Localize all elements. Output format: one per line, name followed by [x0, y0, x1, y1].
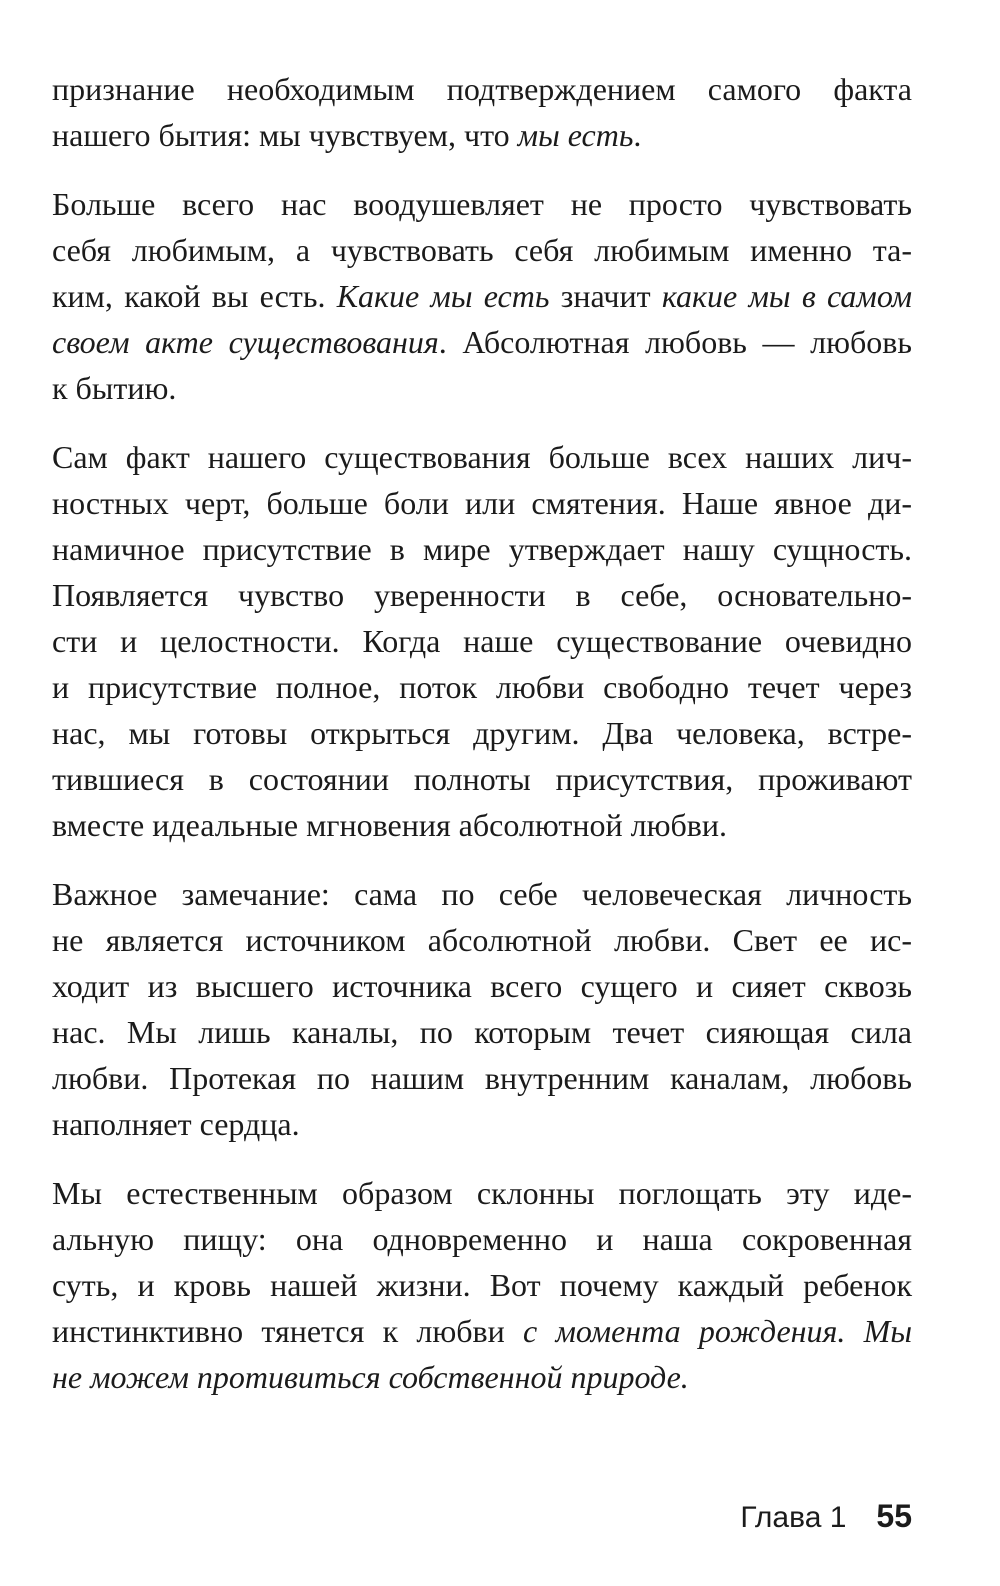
text-run: к бытию. — [52, 370, 177, 406]
text-line — [52, 273, 912, 319]
text-line — [52, 1009, 912, 1055]
paragraph — [52, 181, 912, 411]
text-line — [52, 1308, 912, 1354]
text-run: себя любимым, а чувствовать себя любимым именно та- — [52, 232, 912, 268]
paragraph — [52, 66, 912, 158]
text-line — [52, 1216, 912, 1262]
text-run: Мы естественным образом склонны поглощать эту иде- — [52, 1175, 912, 1211]
text-line — [52, 434, 912, 480]
text-run: наполняет сердца. — [52, 1106, 300, 1142]
text-line — [52, 618, 912, 664]
chapter-label: Глава 1 — [740, 1501, 847, 1534]
text-line — [52, 917, 912, 963]
text-run: вместе идеальные мгновения абсолютной любви. — [52, 807, 728, 843]
text-line — [52, 526, 912, 572]
text-run: не является источником абсолютной любви. Свет ее ис- — [52, 922, 912, 958]
italic-text-run: не можем противиться собственной природе. — [52, 1359, 689, 1395]
text-line — [52, 756, 912, 802]
paragraph — [52, 434, 912, 848]
text-run: нас. Мы лишь каналы, по которым течет сияющая сила — [52, 1014, 912, 1050]
text-run: Появляется чувство уверенности в себе, основательно- — [52, 577, 912, 613]
text-run: инстинктивно тянется к любви — [52, 1313, 524, 1349]
text-run: тившиеся в состоянии полноты присутствия, проживают — [52, 761, 912, 797]
text-run: нас, мы готовы открыться другим. Два человека, встре- — [52, 715, 912, 751]
text-line — [52, 181, 912, 227]
italic-text-run: мы есть — [517, 117, 634, 153]
text-run: и присутствие полное, поток любви свободно течет через — [52, 669, 912, 705]
page-footer — [740, 1498, 912, 1542]
text-run: ностных черт, больше боли или смятения. Наше явное ди- — [52, 485, 912, 521]
body-text — [52, 66, 912, 1400]
text-line — [52, 1170, 912, 1216]
text-line — [52, 1262, 912, 1308]
text-line — [52, 871, 912, 917]
text-run: . — [633, 117, 642, 153]
text-run: сти и целостности. Когда наше существование очевидно — [52, 623, 912, 659]
text-run: . Абсолютная любовь — любовь — [438, 324, 913, 360]
text-run: значит — [549, 278, 662, 314]
text-line — [52, 319, 912, 365]
text-run: Больше всего нас воодушевляет не просто чувствовать — [52, 186, 912, 222]
text-run: альную пищу: она одновременно и наша сокровенная — [52, 1221, 912, 1257]
text-line — [52, 1055, 912, 1101]
text-run: ким, какой вы есть. — [52, 278, 337, 314]
italic-text-run: Какие мы есть — [336, 278, 550, 314]
page-number: 55 — [876, 1498, 912, 1534]
text-line — [52, 480, 912, 526]
text-run: Важное замечание: сама по себе человеческая личность — [52, 876, 912, 912]
text-line — [52, 227, 912, 273]
paragraph — [52, 871, 912, 1147]
text-line — [52, 572, 912, 618]
text-line — [52, 365, 912, 411]
text-line — [52, 1354, 912, 1400]
text-run: ходит из высшего источника всего сущего и сияет сквозь — [52, 968, 912, 1004]
italic-text-run: своем акте существования — [52, 324, 439, 360]
text-run: признание необходимым подтверждением самого факта — [52, 71, 912, 107]
text-line — [52, 802, 912, 848]
text-line — [52, 112, 912, 158]
italic-text-run: с момента рождения. Мы — [523, 1313, 913, 1349]
text-run: намичное присутствие в мире утверждает нашу сущность. — [52, 531, 912, 567]
paragraph — [52, 1170, 912, 1400]
text-line — [52, 1101, 912, 1147]
text-run: суть, и кровь нашей жизни. Вот почему каждый ребенок — [52, 1267, 912, 1303]
italic-text-run: какие мы в самом — [661, 278, 913, 314]
text-line — [52, 710, 912, 756]
text-run: любви. Протекая по нашим внутренним каналам, любовь — [52, 1060, 912, 1096]
text-line — [52, 664, 912, 710]
text-line — [52, 963, 912, 1009]
text-run: нашего бытия: мы чувствуем, что — [52, 117, 518, 153]
text-line — [52, 66, 912, 112]
text-run: Сам факт нашего существования больше всех наших лич- — [52, 439, 912, 475]
